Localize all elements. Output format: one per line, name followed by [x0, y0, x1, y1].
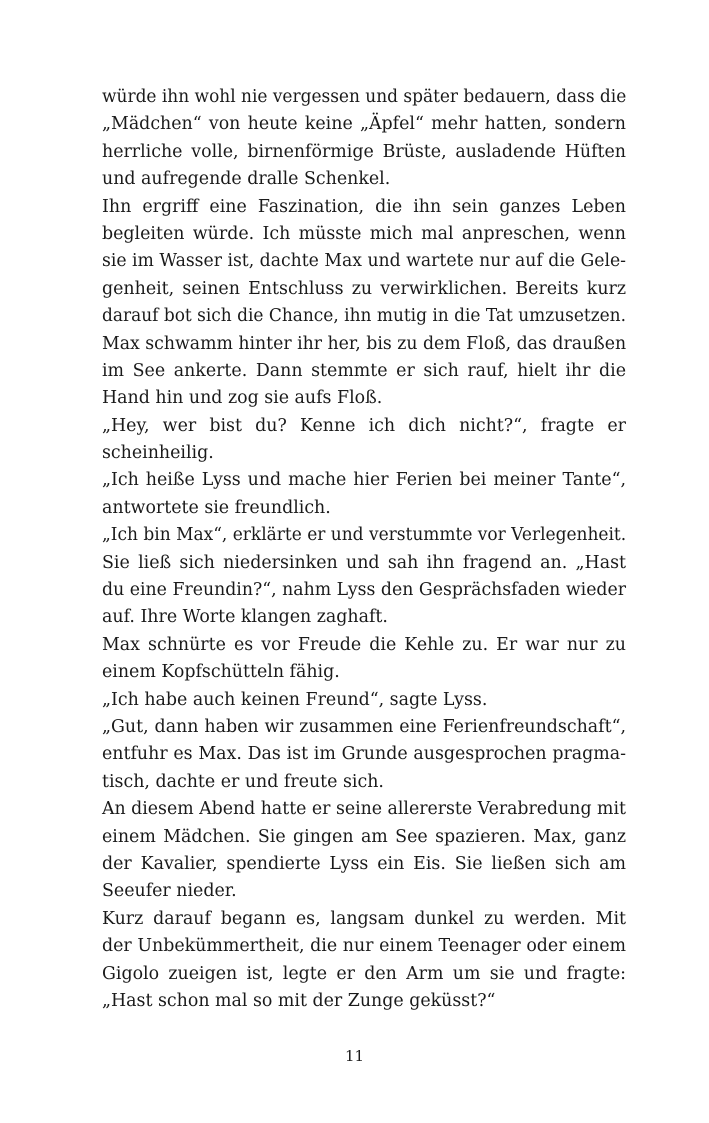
text-line: einem Mädchen. Sie gingen am See spazieren. Max, ganz — [102, 826, 626, 847]
text-line: einem Kopfschütteln fähig. — [102, 662, 340, 683]
text-line: Max schnürte es vor Freude die Kehle zu. Er war nur zu — [102, 634, 626, 655]
text-line: Gigolo zueigen ist, legte er den Arm um sie und fragte: — [102, 963, 626, 984]
text-line: darauf bot sich die Chance, ihn mutig in die Tat umzusetzen. — [102, 306, 627, 327]
text-line: Ihn ergriff eine Faszination, die ihn sein ganzes Leben — [102, 196, 626, 217]
text-line: Hand hin und zog sie aufs Floß. — [102, 388, 383, 409]
text-line: „Ich bin Max“, erklärte er und verstummte vor Verlegenheit. — [102, 525, 627, 546]
text-line: „Mädchen“ von heute keine „Äpfel“ mehr hatten, sondern — [102, 114, 626, 135]
text-line: Seeufer nieder. — [102, 881, 237, 902]
text-line: im See ankerte. Dann stemmte er sich rauf, hielt ihr die — [102, 360, 626, 381]
text-line: würde ihn wohl nie vergessen und später bedauern, dass die — [102, 87, 627, 107]
text-line: und aufregende dralle Schenkel. — [102, 169, 391, 190]
text-line: du eine Freundin?“, nahm Lyss den Gesprächsfaden wieder — [102, 580, 626, 601]
text-line: Sie ließ sich niedersinken und sah ihn fragend an. „Hast — [102, 552, 626, 573]
text-line: Max schwamm hinter ihr her, bis zu dem Floß, das draußen — [102, 333, 627, 354]
text-line: An diesem Abend hatte er seine allererste Verabredung mit — [102, 799, 627, 820]
body-text — [102, 84, 626, 1015]
text-line: „Gut, dann haben wir zusammen eine Ferienfreundschaft“, — [102, 716, 626, 737]
text-line: begleiten würde. Ich müsste mich mal anpreschen, wenn — [102, 223, 626, 244]
text-line: „Hey, wer bist du? Kenne ich dich nicht?“, fragte er — [102, 415, 626, 436]
text-line: entfuhr es Max. Das ist im Grunde ausgesprochen pragma- — [102, 744, 626, 765]
text-line: der Unbekümmertheit, die nur einem Teenager oder einem — [102, 936, 626, 957]
text-line: „Hast schon mal so mit der Zunge geküsst?“ — [102, 990, 496, 1011]
text-line: antwortete sie freundlich. — [102, 497, 331, 518]
text-line: herrliche volle, birnenförmige Brüste, ausladende Hüften — [102, 141, 626, 162]
text-line: genheit, seinen Entschluss zu verwirklichen. Bereits kurz — [102, 278, 626, 299]
text-line: „Ich habe auch keinen Freund“, sagte Lyss. — [102, 689, 488, 710]
text-line: scheinheilig. — [102, 443, 214, 464]
text-line: tisch, dachte er und freute sich. — [102, 771, 384, 792]
text-line: „Ich heiße Lyss und mache hier Ferien bei meiner Tante“, — [102, 470, 626, 491]
text-line: Kurz darauf begann es, langsam dunkel zu werden. Mit — [102, 908, 626, 929]
text-line: auf. Ihre Worte klangen zaghaft. — [102, 607, 388, 628]
text-line: sie im Wasser ist, dachte Max und wartete nur auf die Gele- — [102, 251, 626, 272]
page-number: 11 — [344, 1047, 365, 1065]
text-line: der Kavalier, spendierte Lyss ein Eis. Sie ließen sich am — [102, 853, 626, 874]
